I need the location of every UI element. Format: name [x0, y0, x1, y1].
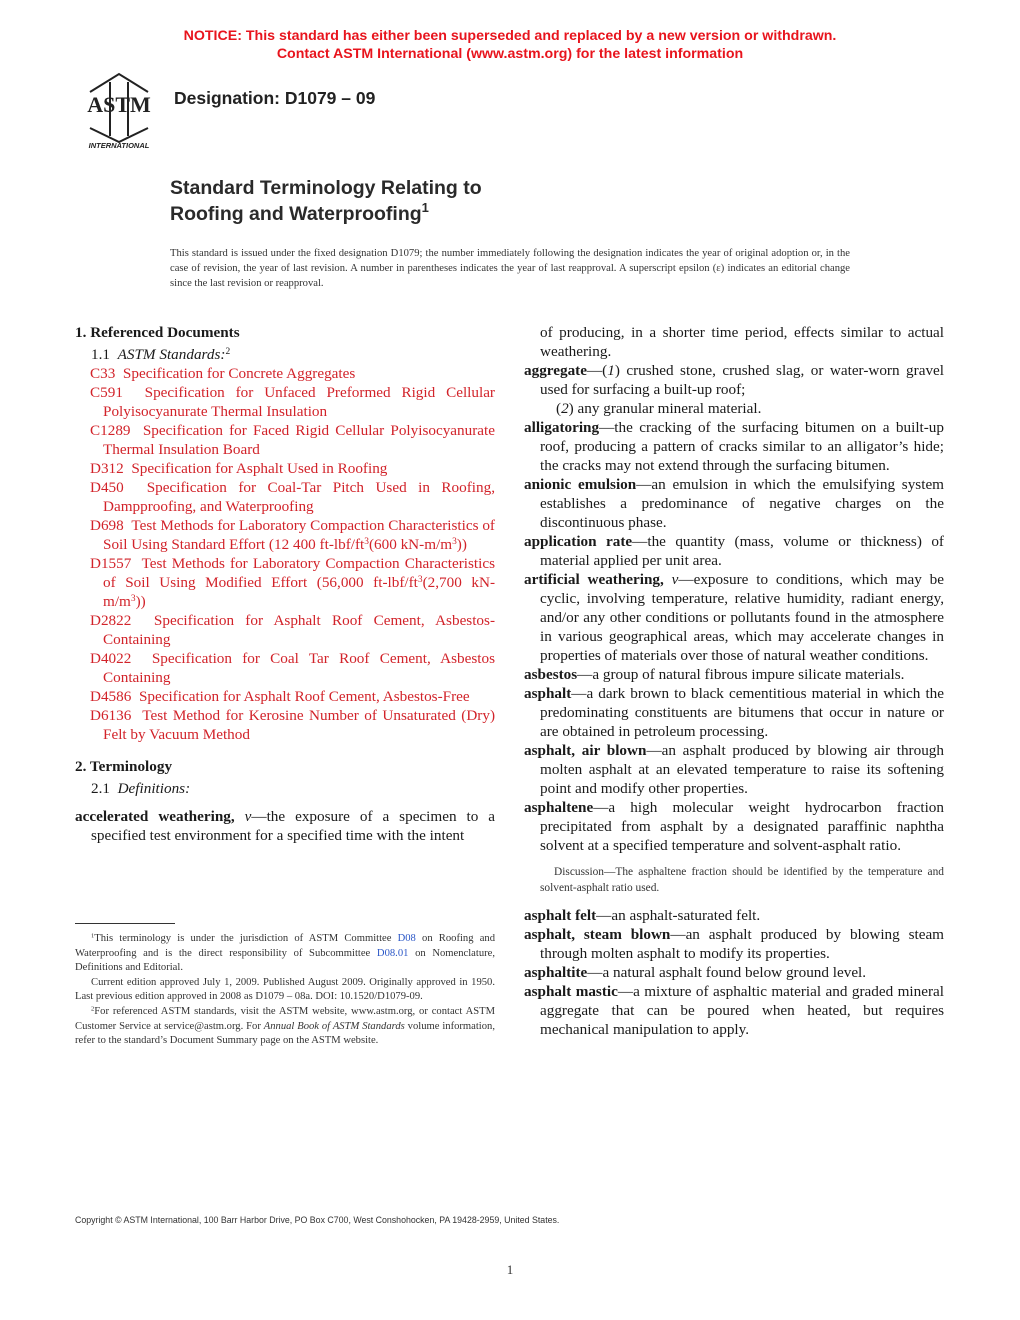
title-footnote-mark: 1 [421, 200, 429, 215]
discussion-note: Discussion—The asphaltene fraction should be identified by the temperature and solvent-asphalt ratio used. [540, 866, 944, 894]
term-asphaltene: asphaltene—a high molecular weight hydrocarbon fraction precipitated from asphalt by a designated paraffinic naphtha solvent at a specified temperature and solvent-asphalt ratio. [524, 799, 944, 854]
designation: Designation: D1079 – 09 [174, 88, 376, 108]
ref-d6136[interactable]: D6136 Test Method for Kerosine Number of Unsaturated (Dry) Felt by Vacuum Method [90, 707, 496, 743]
copyright: Copyright © ASTM International, 100 Barr Harbor Drive, PO Box C700, West Conshohocken, PA 19428-2959, United States. [75, 1215, 560, 1225]
ref-d4022[interactable]: D4022 Specification for Coal Tar Roof Cement, Asbestos Containing [90, 650, 495, 686]
ref-d312[interactable]: D312 Specification for Asphalt Used in Roofing [90, 460, 388, 477]
page-number: 1 [506, 1262, 514, 1277]
ref-d450[interactable]: D450 Specification for Coal-Tar Pitch Used in Roofing, Dampproofing, and Waterproofing [90, 479, 496, 515]
term-continuation: of producing, in a shorter time period, effects similar to actual weathering. [540, 324, 944, 360]
section-2-1: 2.1 Definitions: [91, 780, 191, 797]
section-1-heading: 1. Referenced Documents [75, 324, 240, 341]
ref-d1557[interactable]: D1557 Test Methods for Laboratory Compaction Characteristics of Soil Using Modified Effort (56,000 $ft-lbf/ft^3(2,700$ $kN-m/m^3$)) [90, 555, 496, 610]
right-column [524, 323, 944, 1039]
section-2-heading: 2. Terminology [75, 758, 173, 775]
ref-d2822[interactable]: D2822 Specification for Asphalt Roof Cement, Asbestos-Containing [90, 612, 495, 648]
term-asphalt-mastic: asphalt mastic—a mixture of asphaltic material and graded mineral aggregate that can be poured when heated, but requires mechanical manipulation to apply. [524, 983, 944, 1038]
astm-logo-icon [76, 70, 162, 150]
title-line-2: Roofing and Waterproofing$^1$ [170, 200, 429, 225]
title-line-1: Standard Terminology Relating to [170, 177, 482, 199]
ref-c1289[interactable]: C1289 Specification for Faced Rigid Cellular Polyisocyanurate Thermal Insulation Board [90, 422, 495, 458]
term-asphalt-steam-blown: asphalt, steam blown—an asphalt produced by blowing steam through molten asphalt to modify its properties. [524, 926, 944, 962]
term-aggregate: aggregate—(1) crushed stone, crushed slag, or water-worn gravel used for surfacing a built-up roof; [524, 362, 944, 398]
subcommittee-link[interactable]: D08.01 [376, 947, 409, 959]
notice-line-1: NOTICE: This standard has either been superseded and replaced by a new version or withdrawn. [183, 28, 837, 44]
term-artificial-weathering: artificial weathering, v—exposure to conditions, which may be cyclic, involving temperature, relative humidity, radiant energy, and/or any other conditions or pollutants found in the atmosphere in various geographical areas, which may accelerate changes in properties of materials over those of natural weather conditions. [524, 571, 945, 664]
footnote-1: $^1$This terminology is under the jurisdiction of ASTM Committee D08 on Roofing and Waterproofing and is the direct responsibility of Subcommittee D08.01 on Nomenclature, Definitions and Editorial. [75, 932, 495, 974]
footnotes [75, 932, 495, 1049]
footnote-1-edition: Current edition approved July 1, 2009. Published August 2009. Originally approved in 1950. Last previous edition approved in 2008 as D1079 – 08a. DOI: 10.1520/D1079-09. [75, 976, 495, 1003]
logo-text: ASTM [87, 92, 151, 117]
ref-c591[interactable]: C591 Specification for Unfaced Preformed Rigid Cellular Polyisocyanurate Thermal Insulation [90, 384, 495, 420]
term-asbestos: asbestos—a group of natural fibrous impure silicate materials. [524, 666, 905, 683]
term-asphalt-felt: asphalt felt—an asphalt-saturated felt. [524, 907, 761, 924]
issuance-note: This standard is issued under the fixed designation D1079; the number immediately following the designation indicates the year of original adoption or, in the case of revision, the year of last revision. A number in parentheses indicates the year of last reapproval. A superscript epsilon (ε) indicates an editorial change since the last revision or reapproval. [170, 248, 850, 289]
notice-line-2: Contact ASTM International (www.astm.org) for the latest information [276, 46, 744, 62]
term-alligatoring: alligatoring—the cracking of the surfacing bitumen on a built-up roof, producing a pattern of cracks similar to an alligator’s hide; the cracks may not extend through the surfacing bitumen. [524, 419, 944, 474]
section-1-1: 1.1 ASTM Standards:$^2$ [91, 346, 231, 363]
ref-c33[interactable]: C33 Specification for Concrete Aggregates [90, 365, 356, 382]
withdrawn-notice [0, 27, 1020, 63]
term-application-rate: application rate—the quantity (mass, volume or thickness) of material applied per unit area. [524, 533, 944, 569]
term-aggregate-2: (2) any granular mineral material. [556, 400, 762, 417]
logo-subtext: INTERNATIONAL [88, 141, 150, 150]
term-anionic-emulsion: anionic emulsion—an emulsion in which the emulsifying system establishes a predominance of negative charges on the discontinuous phase. [524, 476, 944, 531]
footnote-divider [75, 923, 175, 924]
term-accelerated-weathering: accelerated weathering, v—the exposure of a specimen to a specified test environment for a specified time with the intent [75, 808, 496, 844]
term-asphaltite: asphaltite—a natural asphalt found below ground level. [524, 964, 867, 981]
document-title [170, 175, 482, 227]
ref-d4586[interactable]: D4586 Specification for Asphalt Roof Cement, Asbestos-Free [90, 688, 470, 705]
ref-d698[interactable]: D698 Test Methods for Laboratory Compaction Characteristics of Soil Using Standard Effort (12 400 $ft-lbf/ft^3(600$ $kN-m/m^3$)) [90, 517, 495, 553]
left-column [75, 323, 495, 845]
committee-link[interactable]: D08 [397, 933, 416, 944]
term-asphalt-air-blown: asphalt, air blown—an asphalt produced by blowing air through molten asphalt at an elevated temperature to raise its softening point and modify other properties. [524, 742, 944, 797]
footnote-2: $^2$For referenced ASTM standards, visit the ASTM website, www.astm.org, or contact ASTM Customer Service at service@astm.org. For Annual Book of ASTM Standards volume information, refer to the standard’s Document Summary page on the ASTM website. [75, 1005, 495, 1047]
term-asphalt: asphalt—a dark brown to black cementitious material in which the predominating constituents are bitumens that occur in nature or are obtained in petroleum processing. [524, 685, 944, 740]
